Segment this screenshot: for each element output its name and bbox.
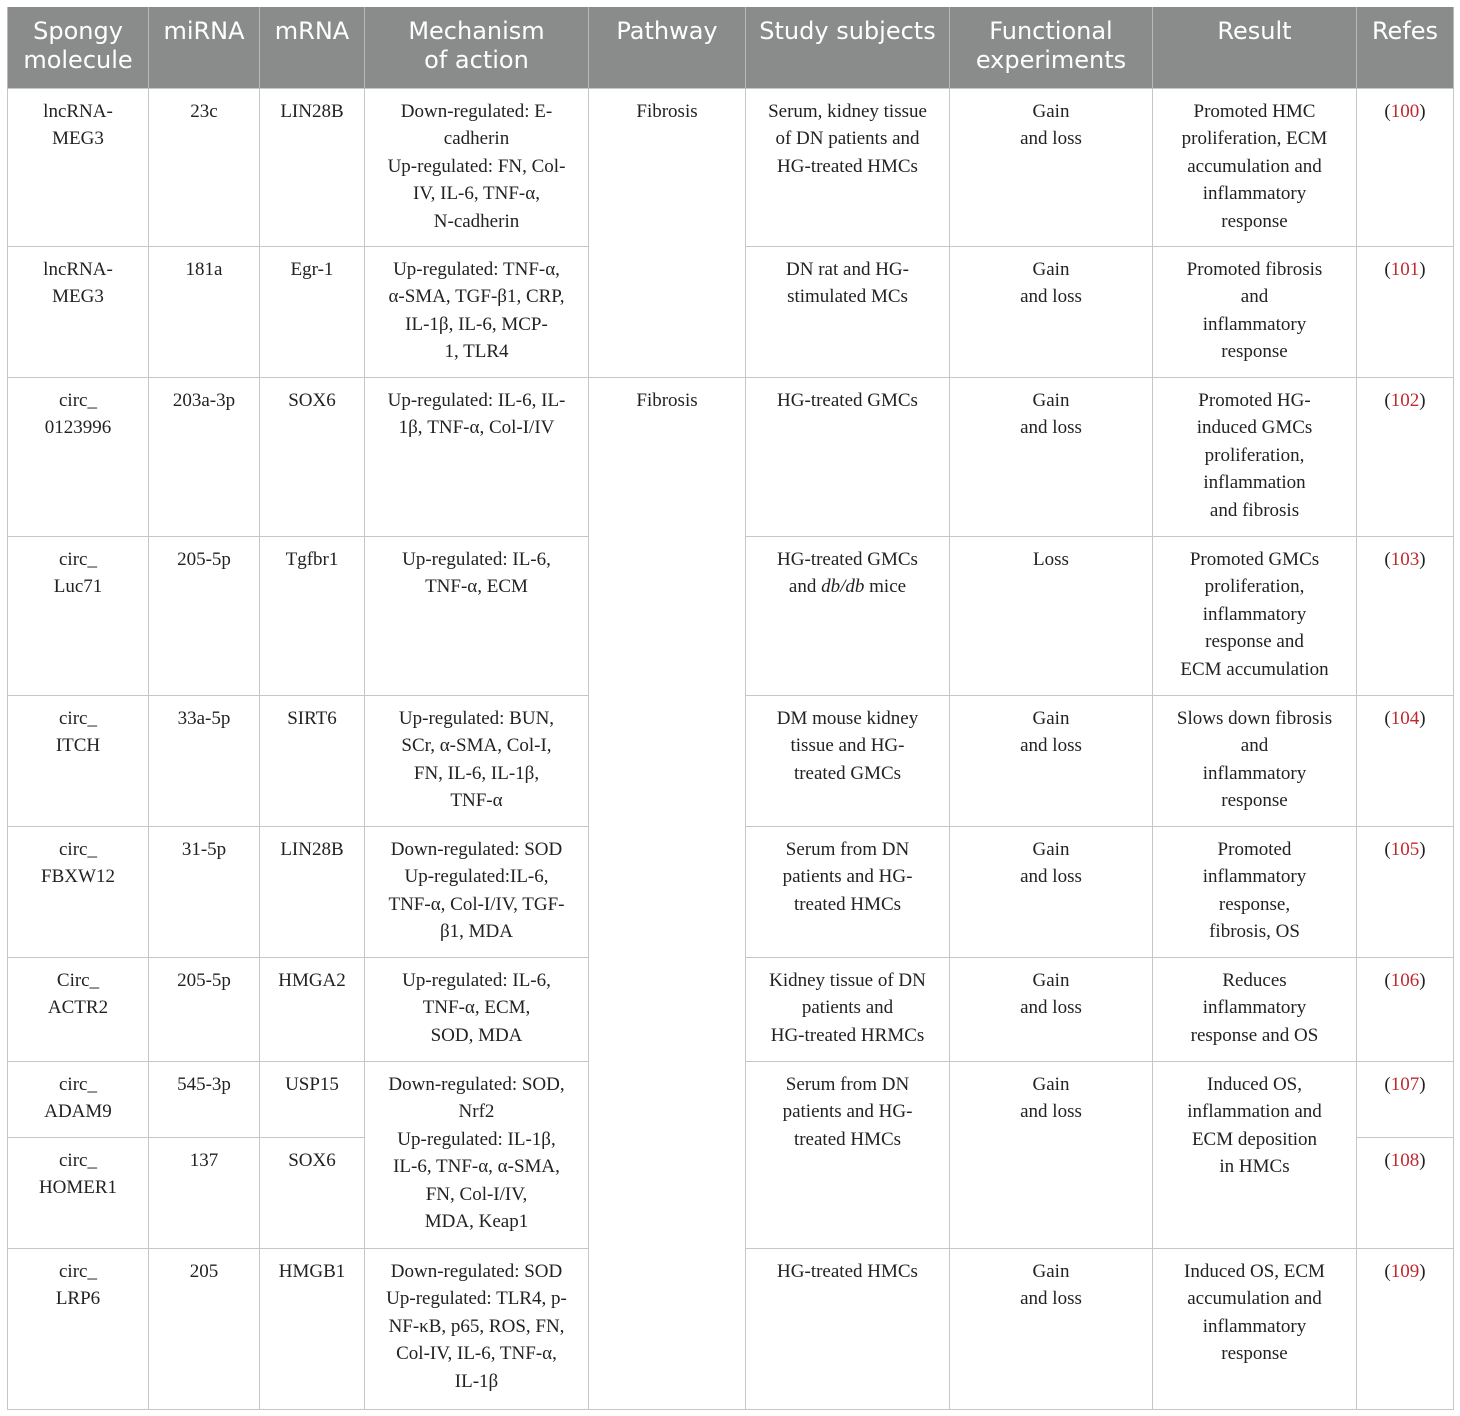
cell-mirna: 181a <box>149 246 260 377</box>
data-table <box>7 7 1454 1410</box>
cell-result: Slows down fibrosis and inflammatory response <box>1153 695 1357 826</box>
ref-link[interactable]: 109 <box>1390 1260 1420 1282</box>
cell-ref <box>1357 88 1454 246</box>
cell-mirna: 33a-5p <box>149 695 260 826</box>
ref-paren-open: ( <box>1384 707 1391 729</box>
ref-link[interactable]: 108 <box>1390 1149 1420 1171</box>
ref-link[interactable]: 100 <box>1390 100 1420 122</box>
table-header <box>8 7 1454 88</box>
cell-ref <box>1357 957 1454 1061</box>
ref-paren-close: ) <box>1419 707 1426 729</box>
ref-paren-open: ( <box>1384 548 1391 570</box>
cell-mrna: SOX6 <box>260 1137 365 1248</box>
cell-subjects: HG-treated HMCs <box>746 1248 950 1409</box>
cell-functional: Gain and loss <box>950 826 1153 957</box>
cell-functional: Gain and loss <box>950 957 1153 1061</box>
cell-pathway: Fibrosis <box>589 377 746 1409</box>
cell-ref <box>1357 1137 1454 1248</box>
cell-mirna: 137 <box>149 1137 260 1248</box>
cell-functional: Gain and loss <box>950 695 1153 826</box>
header-refs: Refes <box>1357 7 1454 88</box>
cell-result: Promoted inflammatory response, fibrosis, OS <box>1153 826 1357 957</box>
ref-paren-open: ( <box>1384 100 1391 122</box>
cell-functional: Loss <box>950 536 1153 695</box>
ref-paren-close: ) <box>1419 969 1426 991</box>
cell-mirna: 203a-3p <box>149 377 260 536</box>
cell-mirna: 23c <box>149 88 260 246</box>
table-row <box>8 88 1454 246</box>
cell-subjects: HG-treated GMCs <box>746 377 950 536</box>
cell-molecule: Circ_ ACTR2 <box>8 957 149 1061</box>
cell-functional: Gain and loss <box>950 88 1153 246</box>
header-spongy-molecule: Spongy molecule <box>8 7 149 88</box>
cell-pathway: Fibrosis <box>589 88 746 377</box>
cell-mechanism: Up-regulated: IL-6, TNF-α, ECM <box>365 536 589 695</box>
cell-mirna: 205-5p <box>149 536 260 695</box>
ref-link[interactable]: 105 <box>1390 838 1420 860</box>
header-pathway: Pathway <box>589 7 746 88</box>
table-row <box>8 377 1454 536</box>
ref-link[interactable]: 107 <box>1390 1073 1420 1095</box>
cell-molecule: circ_ 0123996 <box>8 377 149 536</box>
cell-functional: Gain and loss <box>950 377 1153 536</box>
cell-molecule: circ_ ADAM9 <box>8 1061 149 1137</box>
cell-molecule: circ_ FBXW12 <box>8 826 149 957</box>
header-study-subjects: Study subjects <box>746 7 950 88</box>
cell-subjects: Serum from DN patients and HG- treated HMCs <box>746 1061 950 1248</box>
header-mrna: mRNA <box>260 7 365 88</box>
ref-link[interactable]: 103 <box>1390 548 1420 570</box>
cell-mrna: SIRT6 <box>260 695 365 826</box>
header-result: Result <box>1153 7 1357 88</box>
cell-subjects: Serum, kidney tissue of DN patients and HG-treated HMCs <box>746 88 950 246</box>
cell-mrna: HMGB1 <box>260 1248 365 1409</box>
species-name: db/db <box>821 576 865 597</box>
cell-result: Reduces inflammatory response and OS <box>1153 957 1357 1061</box>
cell-subjects: Kidney tissue of DN patients and HG-treated HRMCs <box>746 957 950 1061</box>
cell-mirna: 31-5p <box>149 826 260 957</box>
cell-mirna: 205 <box>149 1248 260 1409</box>
cell-functional: Gain and loss <box>950 1248 1153 1409</box>
cell-molecule: circ_ HOMER1 <box>8 1137 149 1248</box>
cell-ref <box>1357 377 1454 536</box>
cell-mirna: 205-5p <box>149 957 260 1061</box>
cell-ref <box>1357 695 1454 826</box>
cell-result: Promoted HMC proliferation, ECM accumulation and inflammatory response <box>1153 88 1357 246</box>
cell-ref <box>1357 246 1454 377</box>
cell-result: Promoted fibrosis and inflammatory response <box>1153 246 1357 377</box>
ref-paren-close: ) <box>1419 548 1426 570</box>
ref-link[interactable]: 104 <box>1390 707 1420 729</box>
cell-mechanism: Up-regulated: IL-6, IL- 1β, TNF-α, Col-I/IV <box>365 377 589 536</box>
cell-mrna: Egr-1 <box>260 246 365 377</box>
cell-mechanism: Up-regulated: IL-6, TNF-α, ECM, SOD, MDA <box>365 957 589 1061</box>
cell-molecule: lncRNA- MEG3 <box>8 246 149 377</box>
cell-mrna: USP15 <box>260 1061 365 1137</box>
ref-paren-close: ) <box>1419 100 1426 122</box>
ref-paren-close: ) <box>1419 1073 1426 1095</box>
header-functional: Functional experiments <box>950 7 1153 88</box>
ref-paren-open: ( <box>1384 838 1391 860</box>
header-mechanism: Mechanism of action <box>365 7 589 88</box>
ref-paren-open: ( <box>1384 1149 1391 1171</box>
cell-mechanism: Up-regulated: BUN, SCr, α-SMA, Col-I, FN, IL-6, IL-1β, TNF-α <box>365 695 589 826</box>
cell-mrna: Tgfbr1 <box>260 536 365 695</box>
cell-mirna: 545-3p <box>149 1061 260 1137</box>
cell-mechanism: Down-regulated: E- cadherin Up-regulated: FN, Col- IV, IL-6, TNF-α, N-cadherin <box>365 88 589 246</box>
ref-paren-open: ( <box>1384 389 1391 411</box>
ref-link[interactable]: 102 <box>1390 389 1420 411</box>
cell-mechanism: Up-regulated: TNF-α, α-SMA, TGF-β1, CRP, IL-1β, IL-6, MCP- 1, TLR4 <box>365 246 589 377</box>
ref-paren-open: ( <box>1384 969 1391 991</box>
cell-subjects: Serum from DN patients and HG- treated HMCs <box>746 826 950 957</box>
cell-functional: Gain and loss <box>950 246 1153 377</box>
cell-result: Promoted GMCs proliferation, inflammatory response and ECM accumulation <box>1153 536 1357 695</box>
cell-mechanism: Down-regulated: SOD Up-regulated: TLR4, p- NF-κB, p65, ROS, FN, Col-IV, IL-6, TNF-α, IL-1β <box>365 1248 589 1409</box>
ref-paren-open: ( <box>1384 1073 1391 1095</box>
cell-result: Induced OS, ECM accumulation and inflammatory response <box>1153 1248 1357 1409</box>
cell-molecule: circ_ Luc71 <box>8 536 149 695</box>
cell-molecule: circ_ ITCH <box>8 695 149 826</box>
ref-paren-open: ( <box>1384 258 1391 280</box>
cell-molecule: lncRNA- MEG3 <box>8 88 149 246</box>
cell-mrna: HMGA2 <box>260 957 365 1061</box>
cell-ref <box>1357 536 1454 695</box>
cell-mechanism: Down-regulated: SOD, Nrf2 Up-regulated: IL-1β, IL-6, TNF-α, α-SMA, FN, Col-I/IV, MDA, Keap1 <box>365 1061 589 1248</box>
header-mirna: miRNA <box>149 7 260 88</box>
cell-ref <box>1357 826 1454 957</box>
cell-subjects: DN rat and HG- stimulated MCs <box>746 246 950 377</box>
cell-ref <box>1357 1248 1454 1409</box>
cell-ref <box>1357 1061 1454 1137</box>
ref-paren-open: ( <box>1384 1260 1391 1282</box>
ref-paren-close: ) <box>1419 1260 1426 1282</box>
cell-mrna: LIN28B <box>260 826 365 957</box>
cell-functional: Gain and loss <box>950 1061 1153 1248</box>
ref-paren-close: ) <box>1419 389 1426 411</box>
cell-subjects: HG-treated GMCs and db/db mice <box>746 536 950 695</box>
cell-result: Promoted HG- induced GMCs proliferation, inflammation and fibrosis <box>1153 377 1357 536</box>
ref-link[interactable]: 101 <box>1390 258 1420 280</box>
cell-mrna: SOX6 <box>260 377 365 536</box>
cell-mechanism: Down-regulated: SOD Up-regulated:IL-6, TNF-α, Col-I/IV, TGF- β1, MDA <box>365 826 589 957</box>
cell-mrna: LIN28B <box>260 88 365 246</box>
cell-subjects: DM mouse kidney tissue and HG- treated GMCs <box>746 695 950 826</box>
cell-molecule: circ_ LRP6 <box>8 1248 149 1409</box>
ref-paren-close: ) <box>1419 1149 1426 1171</box>
cell-result: Induced OS, inflammation and ECM deposition in HMCs <box>1153 1061 1357 1248</box>
ref-paren-close: ) <box>1419 258 1426 280</box>
ref-link[interactable]: 106 <box>1390 969 1420 991</box>
ref-paren-close: ) <box>1419 838 1426 860</box>
